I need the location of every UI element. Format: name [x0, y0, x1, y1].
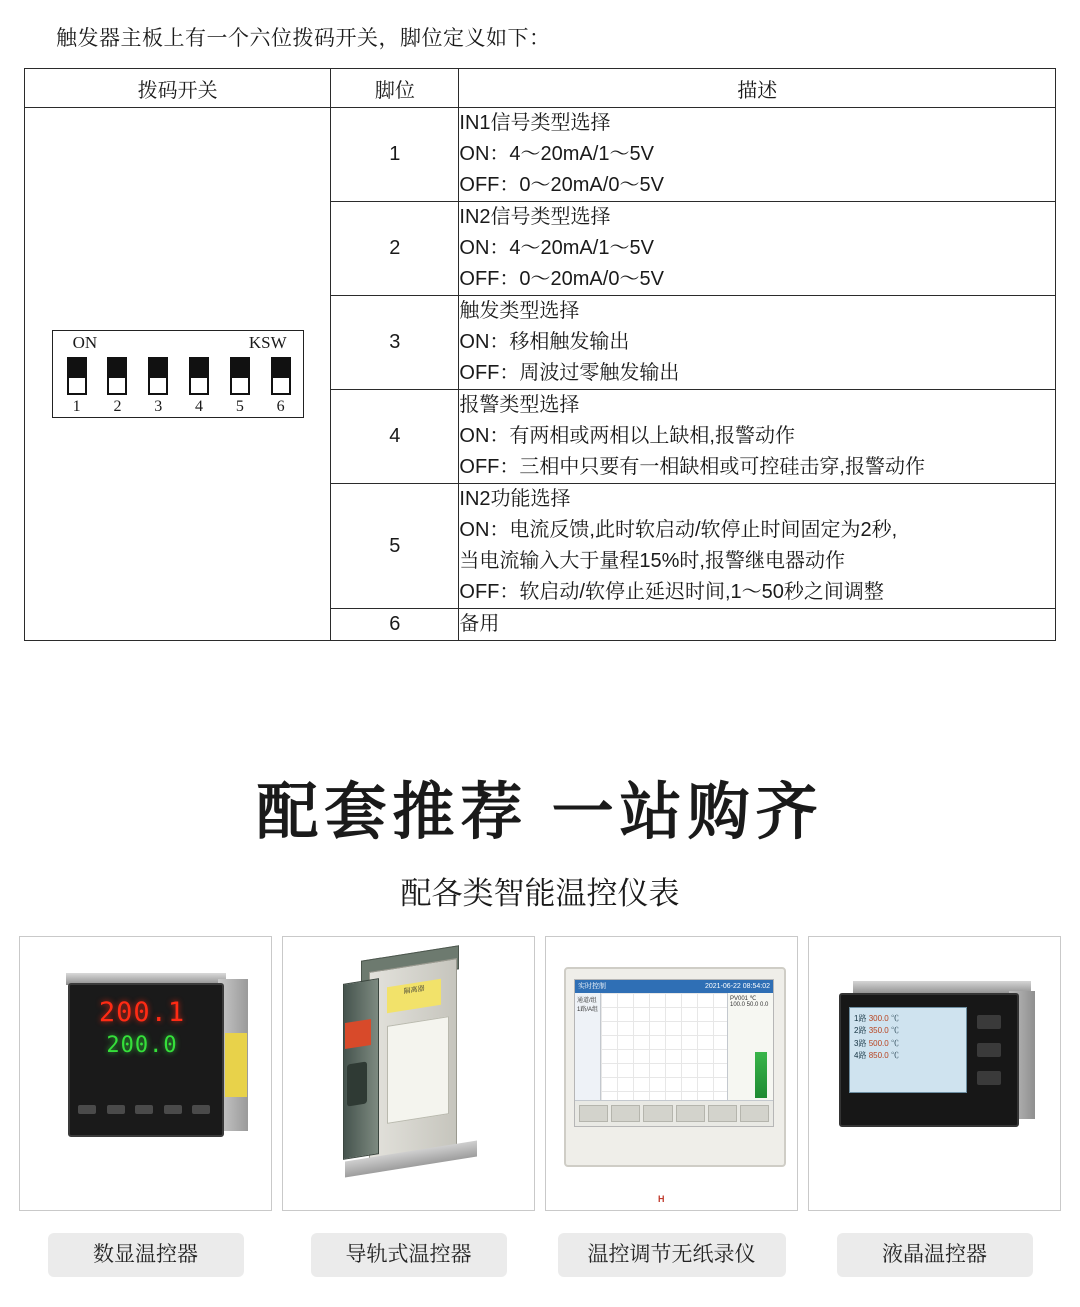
product-caption: 液晶温控器 [837, 1233, 1033, 1277]
lcd-channel: 2路 [854, 1026, 867, 1036]
transmitter-dipswitch[interactable] [345, 1019, 371, 1049]
promo-title: 配套推荐 一站购齐 [256, 778, 824, 847]
recorder-timestamp: 2021-06-22 08:54:02 [705, 983, 770, 990]
meter-button[interactable] [192, 1105, 210, 1114]
pin-description [459, 108, 1056, 202]
dipswitch-position-2: 2 [113, 398, 122, 415]
dipswitch-on-label: ON [72, 333, 98, 352]
meter-button[interactable] [164, 1105, 182, 1114]
product-image-digital-meter [19, 936, 272, 1211]
recorder-value-panel: PV001 ℃ 100.0 50.0 0.0 [727, 993, 773, 1100]
recorder-screen [574, 979, 774, 1127]
desc-line: 触发类型选择 [459, 300, 580, 322]
product-card[interactable] [545, 936, 798, 1277]
lcd-unit: ℃ [890, 1014, 899, 1023]
lcd-channel: 4路 [854, 1051, 867, 1061]
desc-line: ON：4～20mA/1～5V [459, 143, 654, 165]
lcd-value: 350.0 [868, 1026, 889, 1036]
pin-description [459, 202, 1056, 296]
transmitter-spec-card [387, 1016, 449, 1124]
lcd-unit: ℃ [890, 1038, 899, 1048]
dipswitch-lever-3[interactable] [148, 357, 168, 395]
desc-line: 报警类型选择 [459, 394, 580, 416]
desc-line: OFF：周波过零触发输出 [459, 362, 680, 384]
product-card[interactable] [282, 936, 535, 1277]
product-caption: 导轨式温控器 [311, 1233, 507, 1277]
desc-line: OFF：0～20mA/0～5V [459, 174, 664, 196]
product-card[interactable] [19, 936, 272, 1277]
dipswitch-position-1: 1 [72, 398, 81, 415]
meter-button[interactable] [78, 1105, 96, 1114]
table-header-row [25, 69, 1056, 108]
header-pin: 脚位 [331, 69, 459, 108]
pin-number: 3 [331, 296, 459, 390]
meter-button[interactable] [107, 1105, 125, 1114]
recorder-softkey[interactable] [740, 1105, 769, 1122]
desc-line: IN2信号类型选择 [459, 206, 611, 228]
dipswitch-lever-2[interactable] [107, 357, 127, 395]
desc-line: OFF：0～20mA/0～5V [459, 268, 664, 290]
desc-line: OFF：软启动/软停止延迟时间,1～50秒之间调整 [459, 581, 884, 603]
dipswitch-levers [67, 357, 291, 395]
recorder-softkey[interactable] [708, 1105, 737, 1122]
pin-description [459, 609, 1056, 641]
dipswitch-graphic [52, 330, 304, 418]
product-caption: 数显温控器 [48, 1233, 244, 1277]
desc-line: OFF：三相中只要有一相缺相或可控硅击穿,报警动作 [459, 456, 925, 478]
promo-subtitle: 配各类智能温控仪表 [400, 876, 680, 911]
dipswitch-position-3: 3 [154, 398, 163, 415]
recorder-softkey[interactable] [611, 1105, 640, 1122]
dipswitch-model-label: KSW [248, 333, 287, 352]
pin-description [459, 484, 1056, 609]
pin-number: 5 [331, 484, 459, 609]
product-image-lcd-meter [808, 936, 1061, 1211]
meter-sv-value: 200.0 [106, 1033, 178, 1058]
recorder-bargraph [755, 1052, 767, 1098]
lcd-value: 500.0 [868, 1038, 889, 1048]
recorder-channel-panel: 通道/组 1路/A组 [575, 993, 601, 1100]
pin-number: 6 [331, 609, 459, 641]
lcd-value: 850.0 [868, 1051, 889, 1061]
desc-line: ON：有两相或两相以上缺相,报警动作 [459, 425, 795, 447]
product-card-list [0, 936, 1080, 1277]
dipswitch-illustration-cell [25, 108, 331, 641]
dipswitch-lever-6[interactable] [271, 357, 291, 395]
transmitter-keypad[interactable] [347, 1061, 367, 1106]
product-caption: 温控调节无纸录仪 [558, 1233, 786, 1277]
meter-pv-value: 200.1 [98, 997, 186, 1028]
pin-number: 1 [331, 108, 459, 202]
lcd-meter-key-row [977, 1015, 1001, 1085]
meter-button[interactable] [135, 1105, 153, 1114]
dipswitch-position-6: 6 [276, 398, 285, 415]
dipswitch-position-labels [67, 398, 291, 416]
pin-number: 4 [331, 390, 459, 484]
lcd-unit: ℃ [890, 1026, 899, 1036]
lcd-meter-key[interactable] [977, 1071, 1001, 1085]
recorder-softkey[interactable] [643, 1105, 672, 1122]
lcd-unit: ℃ [890, 1051, 899, 1061]
lcd-meter-display [849, 1007, 967, 1093]
desc-line: ON：电流反馈,此时软启动/软停止时间固定为2秒, [459, 519, 898, 541]
pin-number: 2 [331, 202, 459, 296]
desc-line: IN1信号类型选择 [459, 112, 611, 134]
recorder-softkey[interactable] [579, 1105, 608, 1122]
recorder-softkey[interactable] [676, 1105, 705, 1122]
product-image-din-rail-transmitter [282, 936, 535, 1211]
lcd-row [854, 1013, 962, 1025]
pin-description [459, 296, 1056, 390]
lcd-value: 300.0 [868, 1014, 889, 1023]
transmitter-label: 隔离器 [387, 979, 441, 1014]
recorder-title-bar [575, 980, 773, 993]
dipswitch-lever-1[interactable] [67, 357, 87, 395]
dipswitch-position-5: 5 [235, 398, 244, 415]
desc-line: 当电流输入大于量程15%时,报警继电器动作 [459, 550, 845, 572]
lcd-meter-key[interactable] [977, 1015, 1001, 1029]
table-row [25, 108, 1056, 202]
recorder-brand-logo: H [658, 1194, 665, 1204]
header-switch: 拨码开关 [25, 69, 331, 108]
product-image-paperless-recorder [545, 936, 798, 1211]
dipswitch-lever-5[interactable] [230, 357, 250, 395]
meter-terminal-block [225, 1033, 247, 1097]
pin-description [459, 390, 1056, 484]
product-card[interactable] [808, 936, 1061, 1277]
lcd-channel: 3路 [854, 1038, 867, 1048]
lcd-meter-key[interactable] [977, 1043, 1001, 1057]
desc-line: IN2功能选择 [459, 488, 571, 510]
lcd-channel: 1路 [854, 1014, 867, 1023]
header-description: 描述 [459, 69, 1056, 108]
lcd-row [854, 1025, 962, 1037]
lcd-row [854, 1050, 962, 1062]
dipswitch-position-4: 4 [195, 398, 204, 415]
desc-line: ON：4～20mA/1～5V [459, 237, 654, 259]
lcd-row [854, 1038, 962, 1050]
desc-line: ON：移相触发输出 [459, 331, 630, 353]
dipswitch-table [24, 68, 1056, 641]
dipswitch-lever-4[interactable] [189, 357, 209, 395]
recorder-trend-plot [601, 993, 727, 1100]
desc-line: 备用 [459, 613, 500, 635]
recorder-screen-title: 实时控制 [578, 983, 606, 990]
intro-text: 触发器主板上有一个六位拨码开关，脚位定义如下： [56, 27, 551, 50]
recorder-softkey-row [575, 1100, 773, 1126]
meter-button-row [78, 1105, 210, 1119]
